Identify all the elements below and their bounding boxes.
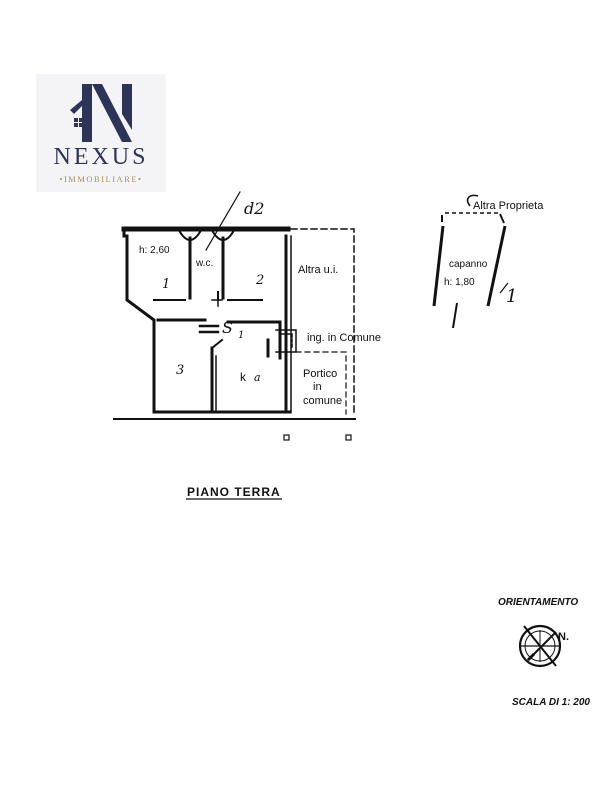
scale-label: SCALA DI 1: 200 xyxy=(512,697,590,708)
compass-icon xyxy=(520,626,560,666)
annex-height-label: h: 1,80 xyxy=(444,277,475,288)
logo-tagline: •IMMOBILIARE• xyxy=(59,174,143,184)
room-2-label: 2 xyxy=(256,273,265,288)
annex-owner-label: Altra Proprieta xyxy=(473,200,544,212)
handwritten-top-note: d2 xyxy=(244,199,265,218)
wc-label: w.c. xyxy=(196,258,214,269)
annex-name-label: capanno xyxy=(449,259,488,270)
room-3-label: 3 xyxy=(176,363,185,378)
handwritten-center-note: S xyxy=(222,318,233,337)
hallway-mark: 1 xyxy=(238,330,245,341)
orientation-label: ORIENTAMENTO xyxy=(498,597,579,608)
portico-label-line3: comune xyxy=(303,395,343,407)
floor-title: PIANO TERRA xyxy=(187,485,281,499)
altra-ui-boundary xyxy=(291,229,354,416)
portico-label-line1: Portico xyxy=(303,368,338,380)
altra-ui-label: Altra u.i. xyxy=(298,264,339,276)
north-label: N. xyxy=(558,631,569,643)
kitchen-label: k xyxy=(240,370,246,384)
portico-label-line2: in xyxy=(313,381,322,393)
logo-name: NEXUS xyxy=(53,144,149,170)
room-1-label: 1 xyxy=(162,277,171,292)
handwritten-right-note: 1 xyxy=(506,286,518,307)
kitchen-mark: a xyxy=(254,371,261,384)
ingresso-label: ing. in Comune xyxy=(307,332,381,344)
room-height-label: h: 2,60 xyxy=(139,245,170,256)
west-wall xyxy=(127,236,154,412)
